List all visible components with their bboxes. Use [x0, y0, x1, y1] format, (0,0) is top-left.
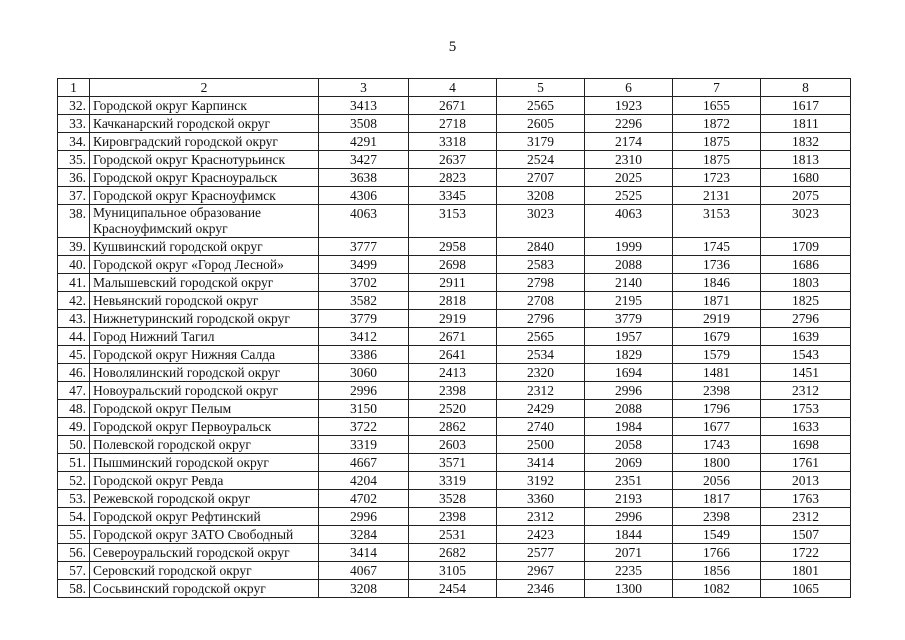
value-cell: 1999 [585, 238, 673, 256]
row-number: 53. [58, 490, 90, 508]
value-cell: 1846 [673, 274, 761, 292]
row-number: 35. [58, 151, 90, 169]
column-header: 2 [90, 79, 319, 97]
value-cell: 2398 [673, 508, 761, 526]
municipality-name: Режевской городской округ [90, 490, 319, 508]
row-number: 33. [58, 115, 90, 133]
value-cell: 1856 [673, 562, 761, 580]
value-cell: 2796 [497, 310, 585, 328]
row-number: 51. [58, 454, 90, 472]
table-row [58, 562, 851, 580]
table-body [58, 97, 851, 598]
value-cell: 4067 [319, 562, 409, 580]
municipality-name: Городской округ «Город Лесной» [90, 256, 319, 274]
row-number: 50. [58, 436, 90, 454]
value-cell: 2071 [585, 544, 673, 562]
table-header-row [58, 79, 851, 97]
column-header: 3 [319, 79, 409, 97]
column-header: 6 [585, 79, 673, 97]
value-cell: 2312 [497, 382, 585, 400]
value-cell: 2525 [585, 187, 673, 205]
value-cell: 3153 [409, 205, 497, 238]
value-cell: 3318 [409, 133, 497, 151]
value-cell: 3414 [319, 544, 409, 562]
value-cell: 1680 [761, 169, 851, 187]
value-cell: 2193 [585, 490, 673, 508]
row-number: 37. [58, 187, 90, 205]
value-cell: 3284 [319, 526, 409, 544]
value-cell: 2520 [409, 400, 497, 418]
table-row [58, 580, 851, 598]
value-cell: 1082 [673, 580, 761, 598]
value-cell: 3528 [409, 490, 497, 508]
value-cell: 2056 [673, 472, 761, 490]
value-cell: 1723 [673, 169, 761, 187]
municipality-name: Городской округ Красноуральск [90, 169, 319, 187]
value-cell: 2088 [585, 400, 673, 418]
value-cell: 1800 [673, 454, 761, 472]
value-cell: 3702 [319, 274, 409, 292]
value-cell: 1698 [761, 436, 851, 454]
value-cell: 1923 [585, 97, 673, 115]
table-row [58, 526, 851, 544]
value-cell: 2531 [409, 526, 497, 544]
value-cell: 1761 [761, 454, 851, 472]
row-number: 38. [58, 205, 90, 238]
row-number: 36. [58, 169, 90, 187]
value-cell: 4291 [319, 133, 409, 151]
column-header: 4 [409, 79, 497, 97]
value-cell: 2682 [409, 544, 497, 562]
value-cell: 2174 [585, 133, 673, 151]
value-cell: 2583 [497, 256, 585, 274]
value-cell: 3319 [409, 472, 497, 490]
value-cell: 1803 [761, 274, 851, 292]
value-cell: 1065 [761, 580, 851, 598]
municipality-name: Пышминский городской округ [90, 454, 319, 472]
row-number: 34. [58, 133, 90, 151]
column-header: 8 [761, 79, 851, 97]
value-cell: 1543 [761, 346, 851, 364]
row-number: 56. [58, 544, 90, 562]
value-cell: 2798 [497, 274, 585, 292]
value-cell: 4063 [319, 205, 409, 238]
value-cell: 2919 [409, 310, 497, 328]
value-cell: 2958 [409, 238, 497, 256]
table-row [58, 238, 851, 256]
value-cell: 3023 [497, 205, 585, 238]
value-cell: 1872 [673, 115, 761, 133]
value-cell: 1811 [761, 115, 851, 133]
value-cell: 3499 [319, 256, 409, 274]
row-number: 48. [58, 400, 90, 418]
value-cell: 1832 [761, 133, 851, 151]
value-cell: 3192 [497, 472, 585, 490]
value-cell: 3360 [497, 490, 585, 508]
value-cell: 2398 [673, 382, 761, 400]
row-number: 46. [58, 364, 90, 382]
row-number: 55. [58, 526, 90, 544]
value-cell: 2718 [409, 115, 497, 133]
value-cell: 2195 [585, 292, 673, 310]
value-cell: 2088 [585, 256, 673, 274]
row-number: 57. [58, 562, 90, 580]
table-row [58, 328, 851, 346]
municipality-name: Городской округ Карпинск [90, 97, 319, 115]
value-cell: 3208 [319, 580, 409, 598]
page-number: 5 [448, 39, 457, 55]
municipality-name: Североуральский городской округ [90, 544, 319, 562]
value-cell: 1825 [761, 292, 851, 310]
value-cell: 1984 [585, 418, 673, 436]
value-cell: 1679 [673, 328, 761, 346]
value-cell: 3777 [319, 238, 409, 256]
value-cell: 2996 [319, 382, 409, 400]
value-cell: 1655 [673, 97, 761, 115]
municipality-name: Городской округ Красноуфимск [90, 187, 319, 205]
value-cell: 2605 [497, 115, 585, 133]
value-cell: 2398 [409, 508, 497, 526]
municipality-name: Нижнетуринский городской округ [90, 310, 319, 328]
value-cell: 3779 [585, 310, 673, 328]
municipality-name: Городской округ Первоуральск [90, 418, 319, 436]
value-cell: 2454 [409, 580, 497, 598]
value-cell: 1763 [761, 490, 851, 508]
municipality-name: Серовский городской округ [90, 562, 319, 580]
value-cell: 1481 [673, 364, 761, 382]
value-cell: 2320 [497, 364, 585, 382]
table-row [58, 418, 851, 436]
table-row [58, 400, 851, 418]
value-cell: 2429 [497, 400, 585, 418]
municipality-name: Качканарский городской округ [90, 115, 319, 133]
value-cell: 2708 [497, 292, 585, 310]
table-row [58, 364, 851, 382]
value-cell: 2069 [585, 454, 673, 472]
municipality-name: Городской округ ЗАТО Свободный [90, 526, 319, 544]
value-cell: 4702 [319, 490, 409, 508]
row-number: 43. [58, 310, 90, 328]
value-cell: 3319 [319, 436, 409, 454]
municipality-name: Полевской городской округ [90, 436, 319, 454]
value-cell: 2996 [585, 382, 673, 400]
value-cell: 2058 [585, 436, 673, 454]
value-cell: 3345 [409, 187, 497, 205]
table-row [58, 187, 851, 205]
value-cell: 1677 [673, 418, 761, 436]
value-cell: 1817 [673, 490, 761, 508]
value-cell: 1507 [761, 526, 851, 544]
row-number: 40. [58, 256, 90, 274]
table-row [58, 490, 851, 508]
municipality-name: Невьянский городской округ [90, 292, 319, 310]
value-cell: 3023 [761, 205, 851, 238]
value-cell: 2140 [585, 274, 673, 292]
row-number: 39. [58, 238, 90, 256]
value-cell: 2524 [497, 151, 585, 169]
value-cell: 3508 [319, 115, 409, 133]
value-cell: 1844 [585, 526, 673, 544]
value-cell: 2423 [497, 526, 585, 544]
data-table [57, 78, 851, 598]
value-cell: 1829 [585, 346, 673, 364]
value-cell: 1813 [761, 151, 851, 169]
value-cell: 3638 [319, 169, 409, 187]
value-cell: 1451 [761, 364, 851, 382]
column-header: 5 [497, 79, 585, 97]
value-cell: 1686 [761, 256, 851, 274]
value-cell: 2500 [497, 436, 585, 454]
value-cell: 3150 [319, 400, 409, 418]
value-cell: 3060 [319, 364, 409, 382]
value-cell: 1633 [761, 418, 851, 436]
value-cell: 1549 [673, 526, 761, 544]
value-cell: 1875 [673, 133, 761, 151]
row-number: 58. [58, 580, 90, 598]
value-cell: 2671 [409, 97, 497, 115]
table-row [58, 97, 851, 115]
table-row [58, 169, 851, 187]
value-cell: 2996 [585, 508, 673, 526]
value-cell: 3571 [409, 454, 497, 472]
value-cell: 4306 [319, 187, 409, 205]
value-cell: 1796 [673, 400, 761, 418]
value-cell: 3582 [319, 292, 409, 310]
value-cell: 3413 [319, 97, 409, 115]
value-cell: 2698 [409, 256, 497, 274]
value-cell: 2862 [409, 418, 497, 436]
row-number: 49. [58, 418, 90, 436]
table-row [58, 382, 851, 400]
value-cell: 2131 [673, 187, 761, 205]
value-cell: 3386 [319, 346, 409, 364]
value-cell: 2823 [409, 169, 497, 187]
value-cell: 3427 [319, 151, 409, 169]
value-cell: 4063 [585, 205, 673, 238]
value-cell: 2013 [761, 472, 851, 490]
table-row [58, 544, 851, 562]
value-cell: 2919 [673, 310, 761, 328]
value-cell: 2671 [409, 328, 497, 346]
value-cell: 2312 [497, 508, 585, 526]
table-row [58, 292, 851, 310]
value-cell: 2740 [497, 418, 585, 436]
value-cell: 2310 [585, 151, 673, 169]
value-cell: 1579 [673, 346, 761, 364]
value-cell: 3153 [673, 205, 761, 238]
value-cell: 1300 [585, 580, 673, 598]
value-cell: 2911 [409, 274, 497, 292]
value-cell: 2565 [497, 328, 585, 346]
value-cell: 2312 [761, 508, 851, 526]
municipality-name: Городской округ Ревда [90, 472, 319, 490]
value-cell: 1617 [761, 97, 851, 115]
value-cell: 4667 [319, 454, 409, 472]
table-row [58, 310, 851, 328]
row-number: 45. [58, 346, 90, 364]
value-cell: 2996 [319, 508, 409, 526]
municipality-name: Городской округ Нижняя Салда [90, 346, 319, 364]
table-row [58, 472, 851, 490]
value-cell: 2413 [409, 364, 497, 382]
municipality-name: Кушвинский городской округ [90, 238, 319, 256]
value-cell: 2637 [409, 151, 497, 169]
value-cell: 1639 [761, 328, 851, 346]
value-cell: 1745 [673, 238, 761, 256]
municipality-name: Новолялинский городской округ [90, 364, 319, 382]
table-row [58, 151, 851, 169]
column-header: 1 [58, 79, 90, 97]
value-cell: 2312 [761, 382, 851, 400]
value-cell: 2565 [497, 97, 585, 115]
municipality-name: Городской округ Пелым [90, 400, 319, 418]
table-row [58, 454, 851, 472]
value-cell: 2818 [409, 292, 497, 310]
value-cell: 2641 [409, 346, 497, 364]
value-cell: 2967 [497, 562, 585, 580]
value-cell: 2534 [497, 346, 585, 364]
value-cell: 2025 [585, 169, 673, 187]
value-cell: 4204 [319, 472, 409, 490]
value-cell: 2075 [761, 187, 851, 205]
municipality-name: Городской округ Рефтинский [90, 508, 319, 526]
value-cell: 1801 [761, 562, 851, 580]
table-row [58, 256, 851, 274]
value-cell: 2296 [585, 115, 673, 133]
row-number: 54. [58, 508, 90, 526]
municipality-name: Городской округ Краснотурьинск [90, 151, 319, 169]
value-cell: 1694 [585, 364, 673, 382]
value-cell: 2398 [409, 382, 497, 400]
value-cell: 2351 [585, 472, 673, 490]
value-cell: 1736 [673, 256, 761, 274]
table-row [58, 115, 851, 133]
value-cell: 3105 [409, 562, 497, 580]
table-row [58, 205, 851, 238]
value-cell: 1871 [673, 292, 761, 310]
municipality-name: Муниципальное образование Красноуфимский округ [90, 205, 319, 238]
column-header: 7 [673, 79, 761, 97]
value-cell: 1957 [585, 328, 673, 346]
municipality-name: Новоуральский городской округ [90, 382, 319, 400]
row-number: 42. [58, 292, 90, 310]
value-cell: 2796 [761, 310, 851, 328]
value-cell: 1875 [673, 151, 761, 169]
value-cell: 1722 [761, 544, 851, 562]
table-row [58, 133, 851, 151]
table-row [58, 346, 851, 364]
municipality-name: Город Нижний Тагил [90, 328, 319, 346]
municipality-name: Кировградский городской округ [90, 133, 319, 151]
value-cell: 1709 [761, 238, 851, 256]
row-number: 32. [58, 97, 90, 115]
value-cell: 3208 [497, 187, 585, 205]
row-number: 52. [58, 472, 90, 490]
value-cell: 2346 [497, 580, 585, 598]
value-cell: 3179 [497, 133, 585, 151]
table-row [58, 274, 851, 292]
value-cell: 1766 [673, 544, 761, 562]
value-cell: 2235 [585, 562, 673, 580]
value-cell: 3779 [319, 310, 409, 328]
table-row [58, 508, 851, 526]
value-cell: 3412 [319, 328, 409, 346]
value-cell: 1753 [761, 400, 851, 418]
municipality-name: Малышевский городской округ [90, 274, 319, 292]
table-row [58, 436, 851, 454]
value-cell: 2603 [409, 436, 497, 454]
value-cell: 3414 [497, 454, 585, 472]
value-cell: 2577 [497, 544, 585, 562]
value-cell: 2840 [497, 238, 585, 256]
row-number: 44. [58, 328, 90, 346]
municipality-name: Сосьвинский городской округ [90, 580, 319, 598]
row-number: 47. [58, 382, 90, 400]
row-number: 41. [58, 274, 90, 292]
value-cell: 2707 [497, 169, 585, 187]
value-cell: 3722 [319, 418, 409, 436]
value-cell: 1743 [673, 436, 761, 454]
